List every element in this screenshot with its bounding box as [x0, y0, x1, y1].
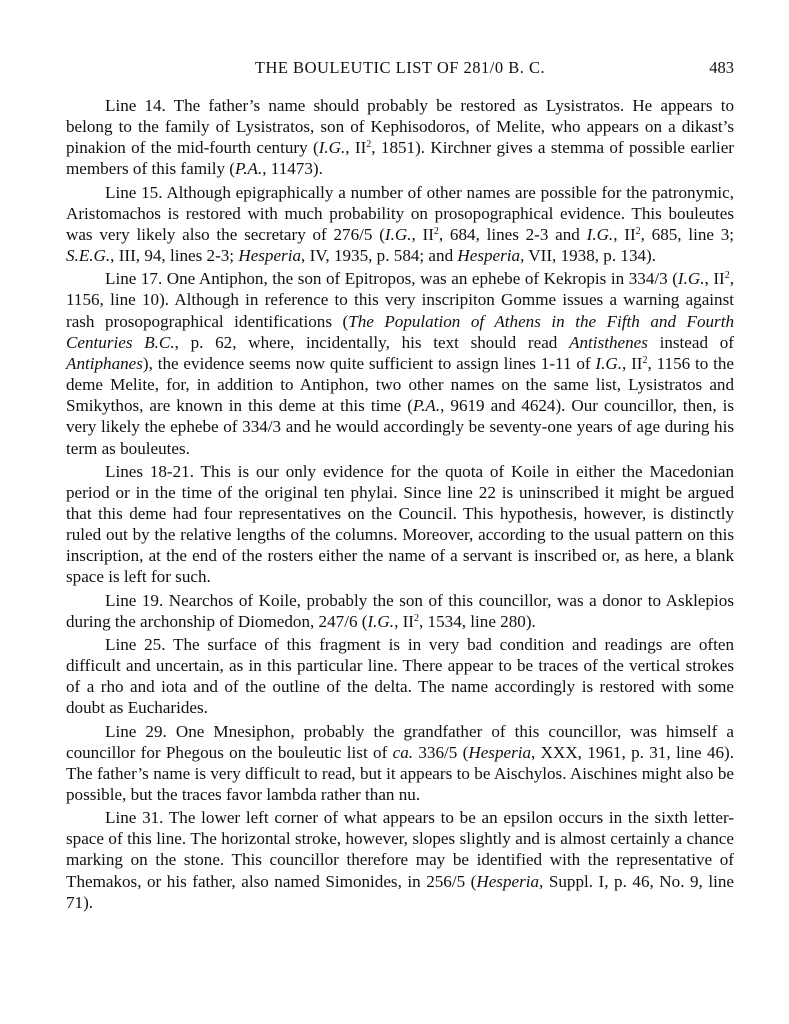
commentary-line-25 [66, 634, 734, 719]
running-title: THE BOULEUTIC LIST OF 281/0 B. C. [254, 58, 546, 77]
italic-citation: Hesperia [476, 871, 540, 891]
italic-citation: I.G. [367, 611, 395, 631]
commentary-line-15 [66, 182, 734, 267]
superscript: 2 [414, 612, 419, 624]
text-run: instead of [647, 332, 734, 352]
body-text [66, 95, 734, 915]
text-run: , 1156 to the deme Melite, for, in addition to Antiphon, two other names on the same list, Lysistratos and Smikythos, are known in this deme at this time ( [66, 353, 735, 416]
text-run: ), the evidence seems now quite sufficient to assign lines 1-11 of [142, 353, 596, 373]
superscript: 2 [366, 139, 372, 151]
text-run: , 684, lines 2-3 and [438, 224, 587, 244]
text-run: , II [613, 224, 636, 244]
text-run: , 11473). [262, 159, 323, 179]
text-run: Line 31. The lower left corner of what appears to be an epsilon occurs in the sixth letter-space of this line. The horizontal stroke, however, slopes slightly and is almost certainly a chance marking on the stone. This councillor therefore may be identified with the representative of Themakos, or his father, also named Simonides, in 256/5 ( [66, 808, 734, 891]
text-run: , VII, 1938, p. 134). [520, 246, 657, 266]
text-run: Line 17. One Antiphon, the son of Epitropos, was an ephebe of Kekropis in 334/3 ( [105, 269, 678, 289]
italic-citation: Antiphanes [66, 353, 143, 373]
text-run: Line 14. The father’s name should probably be restored as Lysistratos. He appears to belong to the family of Lysistratos, son of Kephisodoros, of Melite, who appears on a dikast’s pinakion of the mid-fourth century ( [66, 96, 734, 158]
text-run: , XXX, 1961, p. 31, line 46). The father’s name is very difficult to read, but it appears to be Aischylos. Aischines might also be possible, but the traces favor lambda rather than nu. [66, 742, 734, 804]
italic-citation: Hesperia [457, 246, 521, 266]
italic-citation: I.G. [384, 224, 412, 244]
text-run: , p. 62, where, incidentally, his text should read [174, 332, 570, 352]
italic-citation: The Population of Athens in the Fifth and Fourth Centuries B.C. [66, 311, 734, 352]
text-run: , II [345, 138, 367, 158]
italic-citation: I.G. [595, 353, 622, 373]
commentary-line-17 [66, 268, 734, 458]
text-run: 336/5 ( [413, 742, 469, 762]
commentary-line-14 [66, 95, 734, 180]
page-number: 483 [709, 58, 734, 77]
text-run: , II [622, 353, 643, 373]
italic-citation: I.G. [677, 269, 705, 289]
italic-citation: I.G. [318, 138, 346, 158]
superscript: 2 [433, 225, 439, 237]
italic-citation: Antisthenes [569, 332, 648, 352]
text-run: , Suppl. I, p. 46, No. 9, line 71). [66, 871, 734, 912]
italic-citation: S.E.G. [66, 246, 111, 266]
commentary-lines-18-21 [66, 461, 734, 588]
commentary-line-19 [66, 590, 734, 632]
text-run: , III, 94, lines 2-3; [110, 246, 239, 266]
italic-citation: ca. [392, 742, 414, 762]
superscript: 2 [724, 270, 730, 282]
text-run: Line 19. Nearchos of Koile, probably the son of this councillor, was a donor to Asklepios during the archonship of Diomedon, 247/6 ( [66, 590, 734, 631]
text-run: Line 29. One Mnesiphon, probably the grandfather of this councillor, was himself a councillor for Phegous on the bouleutic list of [66, 721, 734, 762]
italic-citation: P.A. [412, 396, 441, 416]
italic-citation: Hesperia [238, 246, 302, 266]
text-run: , IV, 1935, p. 584; and [301, 246, 458, 266]
italic-citation: I.G. [586, 224, 614, 244]
superscript: 2 [635, 225, 641, 237]
text-run: Line 15. Although epigraphically a number of other names are possible for the patronymic, Aristomachos is restored with much probability on prosopographical evidence. This bouleutes was very likely also the secretary of 276/5 ( [66, 182, 734, 244]
text-run: Lines 18-21. This is our only evidence for the quota of Koile in either the Macedonian period or in the time of the original ten phylai. Since line 22 is uninscribed it might be argued that this deme had four representatives on the Council. This hypothesis, however, is distinctly ruled out by the relative lengths of the columns. Moreover, according to the usual pattern on this inscription, at the end of the rosters either the name of a servant is inscribed or, as here, a blank space is left for such. [66, 461, 734, 587]
italic-citation: P.A. [235, 159, 263, 179]
text-run: , 685, line 3; [640, 224, 735, 244]
text-run: , II [394, 611, 414, 631]
page-header [66, 58, 734, 82]
text-run: , II [411, 224, 434, 244]
italic-citation: Hesperia [468, 742, 532, 762]
text-run: Line 25. The surface of this fragment is in very bad condition and readings are often difficult and uncertain, as in this particular line. There appear to be traces of the vertical strokes of a rho and iota and of the outline of the delta. The name accordingly is restored with some doubt as Eucharides. [66, 634, 734, 718]
text-run: , 1156, line 10). Although in reference to this very inscripiton Gomme issues a warning against rash prosopographical identifications ( [66, 269, 734, 331]
commentary-line-31 [66, 807, 734, 913]
text-run: , II [704, 269, 725, 289]
superscript: 2 [642, 354, 648, 366]
commentary-line-29 [66, 721, 734, 806]
text-run: , 1851). Kirchner gives a stemma of possible earlier members of this family ( [66, 138, 734, 179]
text-run: , 9619 and 4624). Our councillor, then, is very likely the ephebe of 334/3 and he would accordingly be seventy-one years of age during his term as bouleutes. [66, 396, 734, 458]
text-run: , 1534, line 280). [419, 611, 536, 631]
